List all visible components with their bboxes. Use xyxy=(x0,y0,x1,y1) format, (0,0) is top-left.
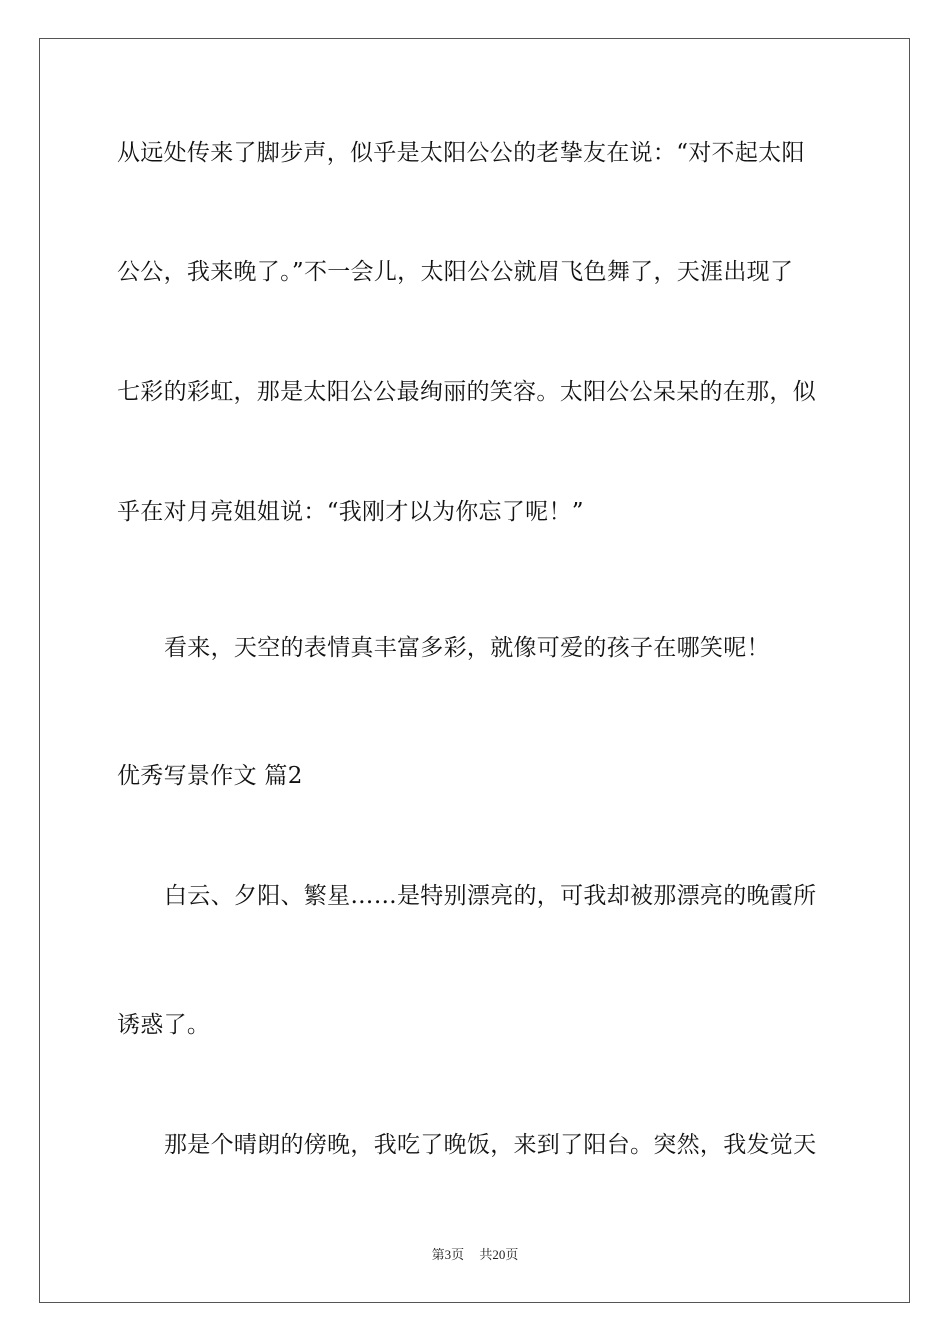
text-line: 七彩的彩虹，那是太阳公公最绚丽的笑容。太阳公公呆呆的在那，似 xyxy=(117,379,816,405)
text-line: 诱惑了。 xyxy=(117,1012,211,1038)
page-number: 第3页 xyxy=(431,1247,465,1262)
page-total: 共20页 xyxy=(479,1247,519,1262)
page-border xyxy=(39,38,910,1303)
section-heading: 优秀写景作文 篇2 xyxy=(117,763,303,789)
text-line: 那是个晴朗的傍晚，我吃了晚饭，来到了阳台。突然，我发觉天 xyxy=(164,1132,817,1158)
page-footer xyxy=(0,1246,950,1264)
text-line: 公公，我来晚了。”不一会儿，太阳公公就眉飞色舞了，天涯出现了 xyxy=(117,259,794,285)
text-line: 乎在对月亮姐姐说：“我刚才以为你忘了呢！” xyxy=(117,499,584,525)
text-line: 从远处传来了脚步声，似乎是太阳公公的老挚友在说：“对不起太阳 xyxy=(117,140,805,166)
text-line: 白云、夕阳、繁星……是特别漂亮的，可我却被那漂亮的晚霞所 xyxy=(164,883,817,909)
paragraph: 看来，天空的表情真丰富多彩，就像可爱的孩子在哪笑呢！ xyxy=(164,635,770,661)
